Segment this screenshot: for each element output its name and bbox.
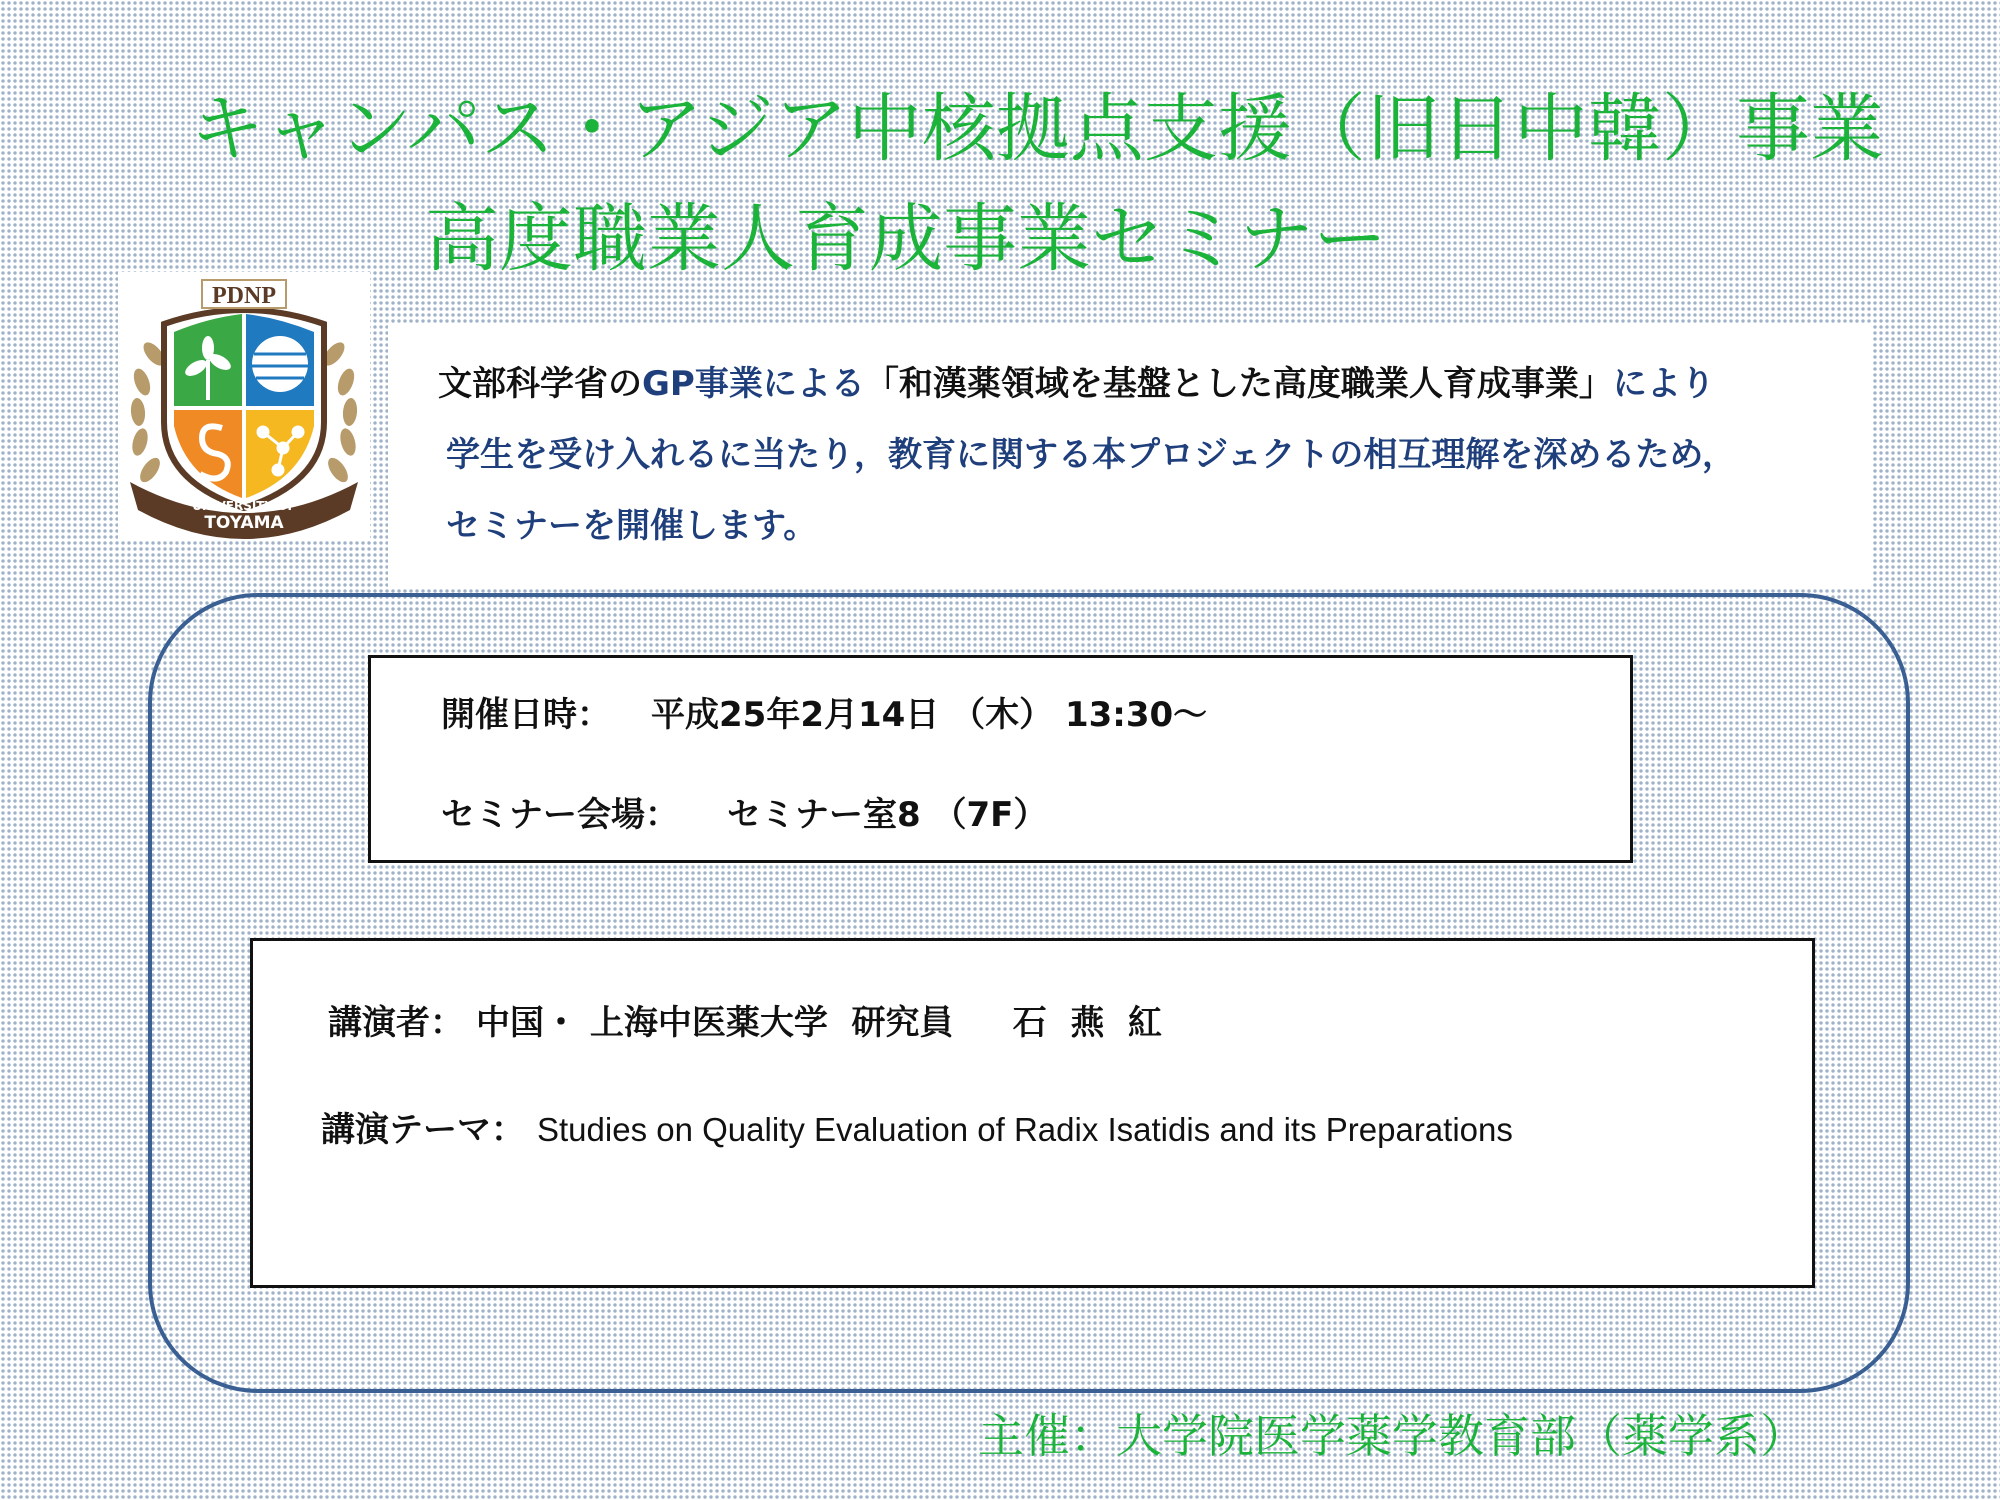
date-row — [441, 695, 1208, 735]
speaker-value: 中国・ 上海中医薬大学 研究員 石 燕 紅 — [476, 1003, 1163, 1043]
theme-value: Studies on Quality Evaluation of Radix Isatidis and its Preparations — [537, 1111, 1513, 1148]
speaker-label: 講演者： — [328, 1003, 464, 1043]
intro-project-name: 「和漢薬領域を基盤とした高度職業人育成事業」 — [864, 364, 1613, 404]
organizer-credit: 主催：大学院医学薬学教育部（薬学系） — [978, 1409, 1806, 1463]
intro-line-2: 学生を受け入れるに当たり，教育に関する本プロジェクトの相互理解を深めるため， — [446, 435, 1736, 475]
logo-ribbon-text-2: TOYAMA — [204, 513, 284, 533]
schedule-box — [368, 655, 1633, 863]
venue-value: セミナー室8 （7F） — [727, 795, 1048, 835]
date-label: 開催日時： — [441, 695, 611, 735]
logo-ribbon-text-1: UNIVERSITY OF — [192, 499, 296, 513]
date-value: 平成25年2月14日 （木） 13:30～ — [651, 695, 1208, 735]
lecture-box — [250, 938, 1815, 1288]
intro-panel — [388, 325, 1873, 587]
university-logo — [118, 272, 370, 540]
logo-banner-text: PDNP — [212, 283, 276, 309]
venue-label: セミナー会場： — [441, 795, 679, 835]
venue-row — [441, 795, 1048, 835]
page-title-line1: キャンパス・アジア中核拠点支援（旧日中韓）事業 — [190, 86, 1884, 172]
intro-ministry: 文部科学省の — [438, 364, 642, 404]
intro-line1-end: により — [1612, 364, 1715, 404]
theme-row — [321, 1110, 1513, 1150]
intro-gp-program: GP事業による — [642, 364, 865, 404]
speaker-row — [328, 1003, 1163, 1043]
intro-line-3: セミナーを開催します。 — [446, 506, 818, 546]
theme-label: 講演テーマ： — [321, 1110, 525, 1150]
page-title-line2: 高度職業人育成事業セミナー — [425, 196, 1387, 282]
pdnp-crest-icon — [118, 272, 370, 540]
intro-line-1 — [438, 364, 1715, 404]
